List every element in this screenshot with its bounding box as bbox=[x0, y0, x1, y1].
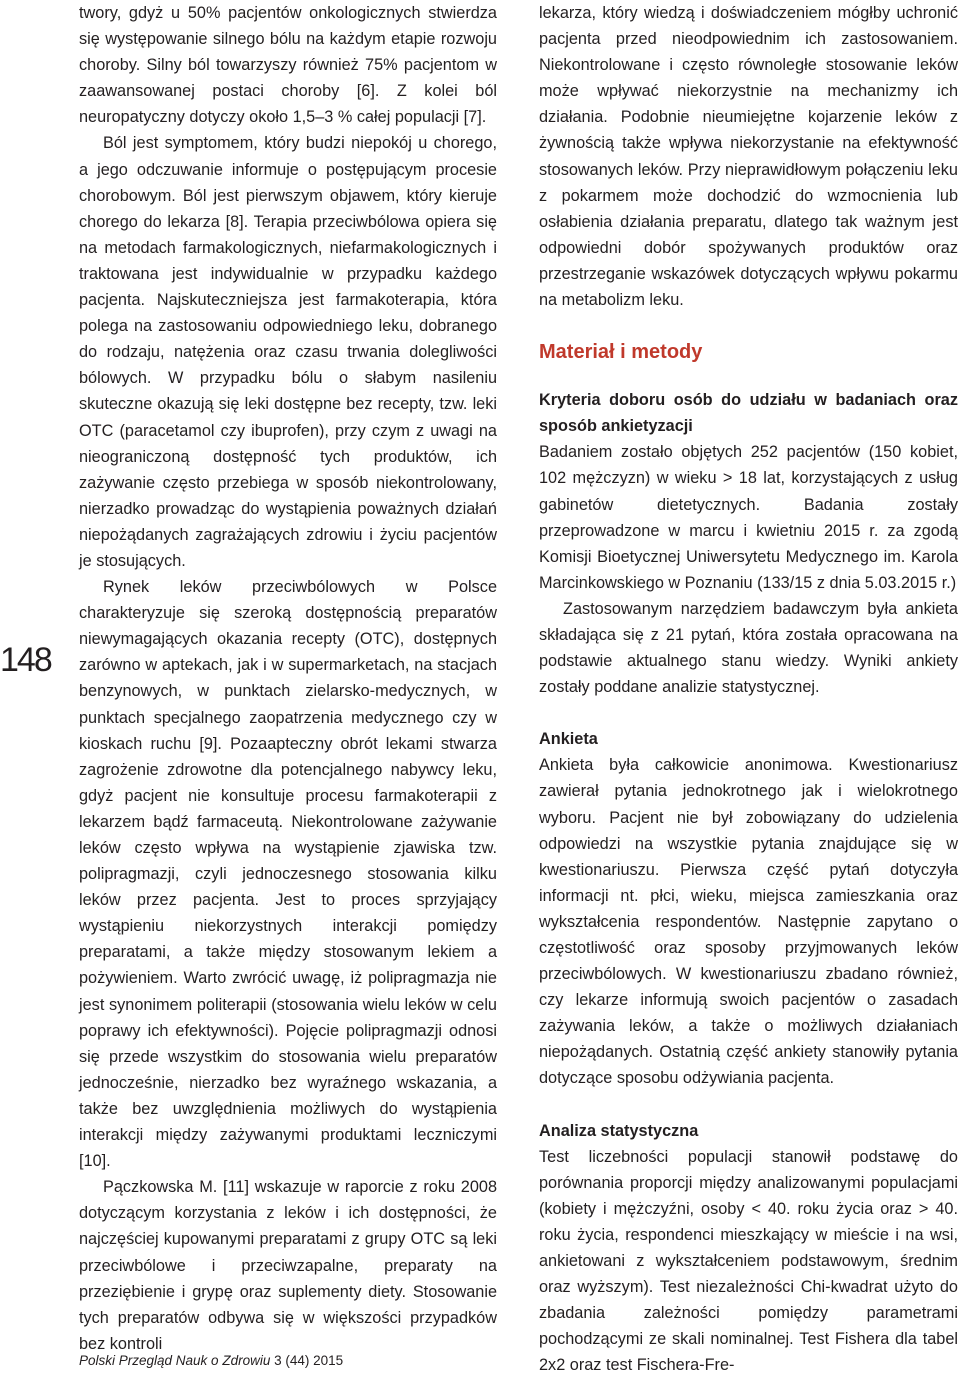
subsection-heading: Analiza statystyczna bbox=[539, 1121, 699, 1140]
section-title: Materiał i metody bbox=[539, 341, 703, 364]
paragraph: Rynek leków przeciwbólowych w Polsce charakteryzuje się szeroką dostępnością preparatów niewymagających okazania recepty (OTC), dostępnych zarówno w aptekach, jak i w supermarketach, na stacjach benzynowych, w punktach zielarsko-medycznych, w punktach specjalnego zaopatrzenia medycznego czy w kioskach ruchu [9]. Pozaapteczny obrót lekami stwarza zagrożenie zdrowotne dla potencjalnego nabywcy leku, gdyż pacjent nie konsultuje procesu farmakoterapii z lekarzem bądź farmaceutą. Niekontrolowane zażywanie leków często wpływa na wystąpienie zjawiska tzw. polipragmazji, czyli jednoczesnego stosowania kilku leków przez pacjenta. Jest to proces sprzyjający wystąpieniu niekorzystnych interakcji pomiędzy preparatami, a także między stosowanym lekiem a pożywieniem. Warto zwrócić uwagę, iż polipragmazja nie jest synonimem politerapii (stosowania wielu leków w celu poprawy ich efektywności). Pojęcie polipragmazji odnosi się przede wszystkim do stosowania wielu preparatów jednocześnie, nierzadko bez wyraźnego wskazania, a także bez uwzględnienia możliwych do wystąpienia interakcji między zażywanymi produktami leczniczymi [10]. bbox=[79, 578, 497, 1171]
page-number: 148 bbox=[0, 641, 51, 679]
paragraph: Test liczebności populacji stanowił podstawę do porównania proporcji między analizowanymi populacjami (kobiety i mężczyźni, osoby < 40. roku życia oraz > 40. roku życia, respondenci mieszkający w mieście i na wsi, ankietowani z wykształceniem podstawowym, średnim oraz wyższym). Test niezależności Chi-kwadrat użyto do zbadania zależności pomiędzy parametrami pochodzącymi ze skali nominalnej. Test Fishera dla tabel 2x2 oraz test Fischera-Fre- bbox=[539, 1147, 958, 1375]
subsection-heading: Ankieta bbox=[539, 730, 598, 749]
journal-issue: 3 (44) 2015 bbox=[274, 1353, 344, 1368]
subsection-heading: Kryteria doboru osób do udziału w badaniach oraz sposób ankietyzacji bbox=[539, 391, 958, 436]
paragraph: Pączkowska M. [11] wskazuje w raporcie z roku 2008 dotyczącym korzystania z leków i ich dostępności, że najczęściej kupowanymi preparatami z grupy OTC są leki przeciwbólowe i przeciwzapalne, preparaty na przeziębienie i grypę oraz suplementy diety. Stosowanie tych preparatów odbywa się w większości przypadków bez kontroli bbox=[79, 1178, 497, 1353]
paragraph: Ból jest symptomem, który budzi niepokój u chorego, a jego odczuwanie informuje o postępującym procesie chorobowym. Ból jest pierwszym objawem, który kieruje chorego do lekarza [8]. Terapia przeciwbólowa opiera się na metodach farmakologicznych, niefarmakologicznych i traktowana jest indywidualnie w przypadku każdego pacjenta. Najskuteczniejsza jest farmakoterapia, która polega na zastosowaniu odpowiedniego leku, dobranego do rodzaju, natężenia oraz czasu trwania dolegliwości bólowych. W przypadku bólu o słabym nasileniu skuteczne okazują się leki dostępne bez recepty, tzw. leki OTC (paracetamol czy ibuprofen), przy czym z uwagi na nieograniczoną dostępność tych produktów, ich zażywanie często przebiega w sposób niekontrolowany, nierzadko prowadząc do wystąpienia poważnych działań niepożądanych zagrażających zdrowiu i życiu pacjentów je stosujących. bbox=[79, 134, 497, 570]
journal-footer bbox=[79, 1352, 343, 1370]
journal-name: Polski Przegląd Nauk o Zdrowiu bbox=[79, 1353, 271, 1368]
right-column bbox=[539, 0, 958, 1379]
paragraph: twory, gdyż u 50% pacjentów onkologicznych stwierdza się występowanie silnego bólu na każdym etapie rozwoju choroby. Silny ból towarzyszy również 75% pacjentom w zaawansowanej postaci choroby [6]. Z kolei ból neuropatyczny dotyczy około 1,5–3 % całej populacji [7]. bbox=[79, 4, 497, 127]
paragraph: Badaniem zostało objętych 252 pacjentów (150 kobiet, 102 mężczyzn) w wieku > 18 lat, korzystających z usług gabinetów dietetycznych. Badania zostały przeprowadzone w marcu i kwietniu 2015 r. za zgodą Komisji Bioetycznej Uniwersytetu Medycznego im. Karola Marcinkowskiego w Poznaniu (133/15 z dnia 5.03.2015 r.) bbox=[539, 443, 958, 592]
paragraph: Ankieta była całkowicie anonimowa. Kwestionariusz zawierał pytania jednokrotnego jak i wielokrotnego wyboru. Pacjent nie był zobowiązany do udzielenia odpowiedzi na wszystkie pytania znajdujące się w kwestionariuszu. Pierwsza część pytań dotyczyła informacji nt. płci, wieku, miejsca zamieszkania oraz wykształcenia respondentów. Następnie zapytano o częstotliwość oraz sposoby przyjmowanych leków przeciwbólowych. W kwestionariuszu zbadano również, czy lekarze informują swoich pacjentów o zasadach zażywania leków, a także o możliwych działaniach niepożądanych. Ostatnią część ankiety stanowiły pytania dotyczące sposobu odżywiania pacjenta. bbox=[539, 756, 958, 1088]
paragraph: lekarza, który wiedzą i doświadczeniem mógłby uchronić pacjenta przed nieodpowiednim ich zastosowaniem. Niekontrolowane i często równoległe stosowanie leków może wpływać niekorzystnie na mechanizmy ich działania. Podobnie nieumiejętne kojarzenie leków z żywnością także wpływa niekorzystanie na efektywność stosowanych leków. Przy nieprawidłowym połączeniu leku z pokarmem może dochodzić do wzmocnienia lub osłabienia działania preparatu, dlatego tak ważnym jest odpowiedni dobór spożywanych produktów oraz przestrzeganie wskazówek dotyczących wpływu pokarmu na metabolizm leku. bbox=[539, 4, 958, 310]
left-column bbox=[79, 0, 497, 1357]
paragraph: Zastosowanym narzędziem badawczym była ankieta składająca się z 21 pytań, która została opracowana na podstawie aktualnego stanu wiedzy. Wyniki ankiety zostały poddane analizie statystycznej. bbox=[539, 599, 958, 697]
